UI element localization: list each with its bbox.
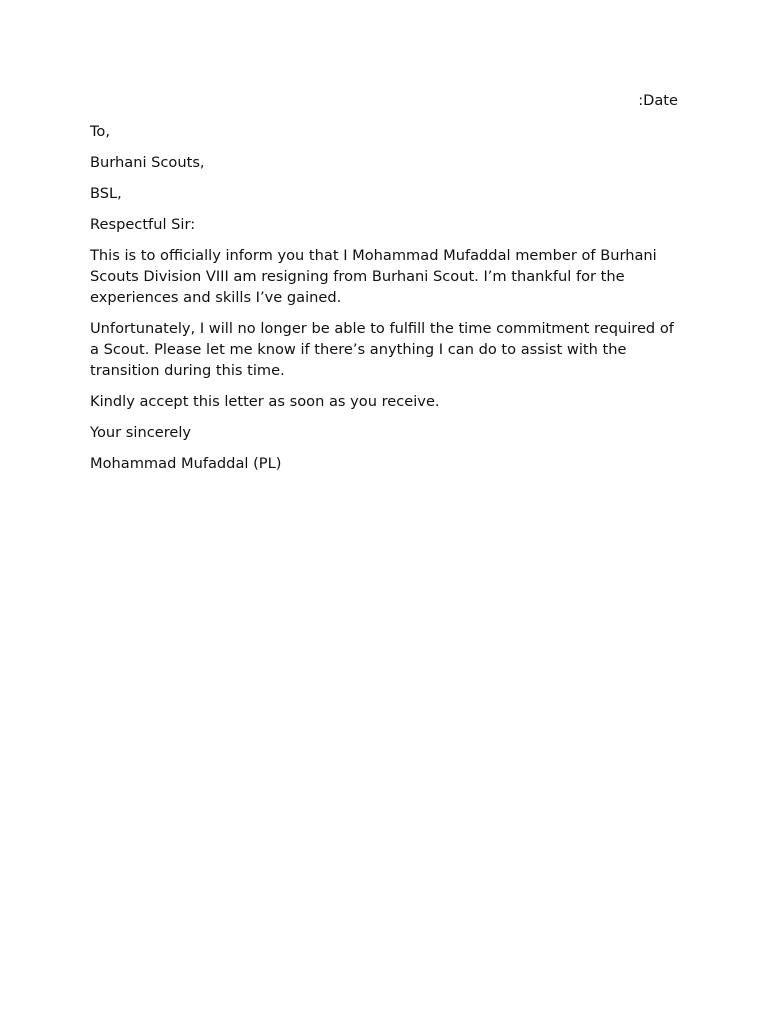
closing: Your sincerely [90,424,192,441]
letter-body [90,90,678,484]
signature: Mohammad Mufaddal (PL) [90,455,282,472]
date-label: :Date [638,92,678,109]
body-paragraph-3: Kindly accept this letter as soon as you receive. [90,393,440,410]
body-paragraph-2: Unfortunately, I will no longer be able to fulfill the time commitment required of a Scout. Please let me know if there’s anything I can do to assist with the transition during this time. [90,320,674,379]
body-paragraph-1: This is to officially inform you that I Mohammad Mufaddal member of Burhani Scouts Division VIII am resigning from Burhani Scout. I’m thankful for the experiences and skills I’ve gained. [90,247,657,306]
greeting: Respectful Sir: [90,216,196,233]
salutation-to: To, [90,123,111,140]
recipient-org: Burhani Scouts, [90,154,205,171]
recipient-location: BSL, [90,185,122,202]
